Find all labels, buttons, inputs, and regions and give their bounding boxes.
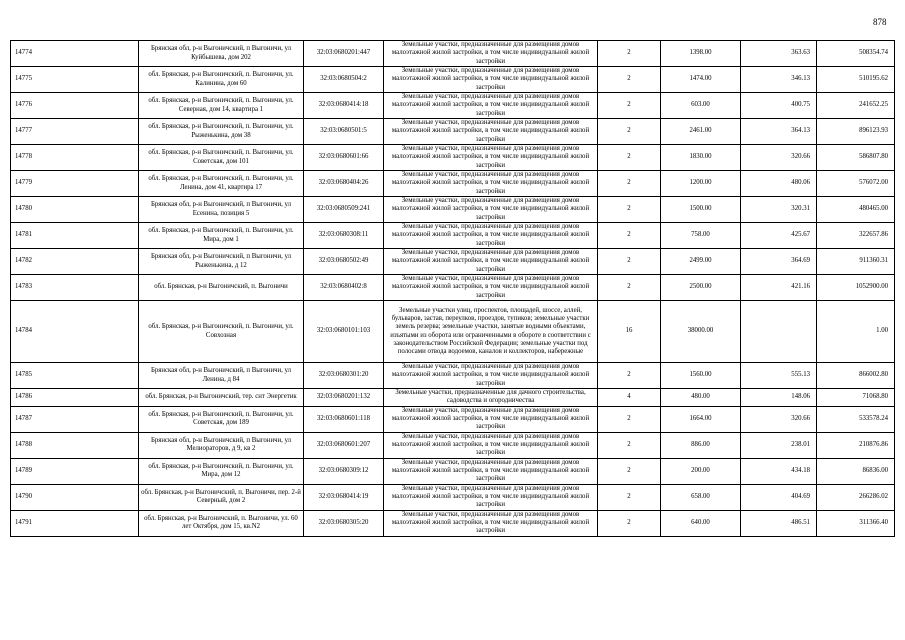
land-use-cell: Земельные участки, предназначенные для размещения домов малоэтажной жилой застройки, в том числе индивидуальной жилой застройки (384, 249, 598, 275)
cadastral-number-cell: 32:03:0680402:8 (304, 275, 384, 301)
row-number: 14786 (11, 389, 139, 407)
row-number: 14774 (11, 41, 139, 67)
land-use-cell: Земельные участки, предназначенные для размещения домов малоэтажной жилой застройки, в том числе индивидуальной жилой застройки (384, 197, 598, 223)
use-type-code-cell: 2 (598, 67, 661, 93)
area-cell: 38000.00 (661, 301, 741, 363)
unit-value-cell: 320.66 (741, 406, 817, 432)
land-use-cell: Земельные участки, предназначенные для размещения домов малоэтажной жилой застройки, в том числе индивидуальной жилой застройки (384, 484, 598, 510)
address-cell: Брянская обл, р-н Выгоничский, п Выгоничи, ул Рыженькина, д 12 (139, 249, 304, 275)
unit-value-cell (741, 301, 817, 363)
use-type-code-cell: 2 (598, 41, 661, 67)
area-cell: 1830.00 (661, 145, 741, 171)
use-type-code-cell: 2 (598, 171, 661, 197)
use-type-code-cell: 2 (598, 510, 661, 536)
table-row (11, 145, 895, 171)
cadastral-number-cell: 32:03:0680309:12 (304, 458, 384, 484)
row-number: 14791 (11, 510, 139, 536)
row-number: 14779 (11, 171, 139, 197)
address-cell: обл. Брянская, р-н Выгоничский, п. Выгоничи, ул. Северная, дом 14, квартира 1 (139, 93, 304, 119)
cadastral-value-cell: 586807.80 (817, 145, 895, 171)
row-number: 14789 (11, 458, 139, 484)
cadastral-value-cell: 1.00 (817, 301, 895, 363)
address-cell: обл. Брянская, р-н Выгоничский, п. Выгоничи, ул. Ленина, дом 41, квартира 17 (139, 171, 304, 197)
cadastral-number-cell: 32:03:0680504:2 (304, 67, 384, 93)
land-use-cell: Земельные участки, предназначенные для дачного строительства, садоводства и огородничества (384, 389, 598, 407)
table-row (11, 119, 895, 145)
land-use-cell: Земельные участки, предназначенные для размещения домов малоэтажной жилой застройки, в том числе индивидуальной жилой застройки (384, 223, 598, 249)
area-cell: 640.00 (661, 510, 741, 536)
use-type-code-cell: 2 (598, 223, 661, 249)
table-row (11, 432, 895, 458)
area-cell: 1500.00 (661, 197, 741, 223)
address-cell: обл. Брянская, р-н Выгоничский, п. Выгоничи, ул. Рыженькина, дом 38 (139, 119, 304, 145)
table-row (11, 275, 895, 301)
table-row (11, 67, 895, 93)
address-cell: обл. Брянская, р-н Выгоничский, п. Выгоничи, ул. Мира, дом 1 (139, 223, 304, 249)
address-cell: обл. Брянская, р-н Выгоничский, п. Выгоничи (139, 275, 304, 301)
cadastral-number-cell: 32:03:0680201:447 (304, 41, 384, 67)
land-use-cell: Земельные участки, предназначенные для размещения домов малоэтажной жилой застройки, в том числе индивидуальной жилой застройки (384, 119, 598, 145)
address-cell: Брянская обл, р-н Выгоничский, п Выгоничи, ул Куйбышева, дом 202 (139, 41, 304, 67)
cadastral-value-cell: 266286.02 (817, 484, 895, 510)
unit-value-cell: 346.13 (741, 67, 817, 93)
unit-value-cell: 238.01 (741, 432, 817, 458)
table-row (11, 197, 895, 223)
cadastral-value-cell: 911360.31 (817, 249, 895, 275)
table-row (11, 510, 895, 536)
area-cell: 2461.00 (661, 119, 741, 145)
unit-value-cell: 148.06 (741, 389, 817, 407)
table-row (11, 171, 895, 197)
cadastral-value-cell: 533578.24 (817, 406, 895, 432)
table-row (11, 41, 895, 67)
land-use-cell: Земельные участки, предназначенные для размещения домов малоэтажной жилой застройки, в том числе индивидуальной жилой застройки (384, 510, 598, 536)
area-cell: 1560.00 (661, 363, 741, 389)
cadastral-number-cell: 32:03:0680305:20 (304, 510, 384, 536)
table-row (11, 484, 895, 510)
land-use-cell: Земельные участки, предназначенные для размещения домов малоэтажной жилой застройки, в том числе индивидуальной жилой застройки (384, 67, 598, 93)
row-number: 14778 (11, 145, 139, 171)
unit-value-cell: 320.66 (741, 145, 817, 171)
area-cell: 658.00 (661, 484, 741, 510)
use-type-code-cell: 4 (598, 389, 661, 407)
cadastral-value-cell: 480465.00 (817, 197, 895, 223)
land-use-cell: Земельные участки, предназначенные для размещения домов малоэтажной жилой застройки, в том числе индивидуальной жилой застройки (384, 275, 598, 301)
cadastral-number-cell: 32:03:0680601:118 (304, 406, 384, 432)
row-number: 14790 (11, 484, 139, 510)
area-cell: 1474.00 (661, 67, 741, 93)
row-number: 14782 (11, 249, 139, 275)
unit-value-cell: 434.18 (741, 458, 817, 484)
cadastral-number-cell: 32:03:0680101:103 (304, 301, 384, 363)
use-type-code-cell: 2 (598, 458, 661, 484)
address-cell: обл. Брянская, р-н Выгоничский, п. Выгоничи, ул. 60 лет Октября, дом 15, кв.N2 (139, 510, 304, 536)
table-row (11, 223, 895, 249)
land-use-cell: Земельные участки, предназначенные для размещения домов малоэтажной жилой застройки, в том числе индивидуальной жилой застройки (384, 171, 598, 197)
area-cell: 200.00 (661, 458, 741, 484)
cadastral-value-cell: 71068.80 (817, 389, 895, 407)
area-cell: 1664.00 (661, 406, 741, 432)
cadastral-value-cell: 311366.40 (817, 510, 895, 536)
address-cell: обл. Брянская, р-н Выгоничский, тер. снт Энергетик (139, 389, 304, 407)
use-type-code-cell: 2 (598, 145, 661, 171)
land-use-cell: Земельные участки улиц, проспектов, площадей, шоссе, аллей, бульваров, застав, переулков, проездов, тупиков; земельные участки земель резерва; земельные участки, занятые водными объектами, изъятыми из оборота или ограниченными в обороте в соответствии с законодательством Российской Федерации; земельные участки под полосами отвода водоемов, каналов и коллекторов, набережные (384, 301, 598, 363)
table-row (11, 389, 895, 407)
use-type-code-cell: 2 (598, 249, 661, 275)
row-number: 14783 (11, 275, 139, 301)
table-row (11, 93, 895, 119)
address-cell: обл. Брянская, р-н Выгоничский, п. Выгоничи, ул. Совхозная (139, 301, 304, 363)
address-cell: обл. Брянская, р-н Выгоничский, п. Выгоничи, ул. Калинина, дом 60 (139, 67, 304, 93)
row-number: 14776 (11, 93, 139, 119)
cadastral-number-cell: 32:03:0680308:11 (304, 223, 384, 249)
area-cell: 1200.00 (661, 171, 741, 197)
area-cell: 480.00 (661, 389, 741, 407)
row-number: 14787 (11, 406, 139, 432)
address-cell: обл. Брянская, р-н Выгоничский, п. Выгоничи, пер. 2-й Северный, дом 2 (139, 484, 304, 510)
unit-value-cell: 364.69 (741, 249, 817, 275)
unit-value-cell: 480.06 (741, 171, 817, 197)
cadastral-number-cell: 32:03:0680201:132 (304, 389, 384, 407)
row-number: 14785 (11, 363, 139, 389)
use-type-code-cell: 2 (598, 197, 661, 223)
address-cell: обл. Брянская, р-н Выгоничский, п. Выгоничи, ул. Мира, дом 12 (139, 458, 304, 484)
land-use-cell: Земельные участки, предназначенные для размещения домов малоэтажной жилой застройки, в том числе индивидуальной жилой застройки (384, 145, 598, 171)
cadastral-value-cell: 86836.00 (817, 458, 895, 484)
cadastral-number-cell: 32:03:0680502:49 (304, 249, 384, 275)
unit-value-cell: 363.63 (741, 41, 817, 67)
address-cell: обл. Брянская, р-н Выгоничский, п. Выгоничи, ул. Советская, дом 189 (139, 406, 304, 432)
cadastral-value-cell: 510195.62 (817, 67, 895, 93)
area-cell: 2500.00 (661, 275, 741, 301)
use-type-code-cell: 2 (598, 119, 661, 145)
address-cell: Брянская обл, р-н Выгоничский, п Выгоничи, ул Ленина, д 84 (139, 363, 304, 389)
cadastral-number-cell: 32:03:0680301:20 (304, 363, 384, 389)
row-number: 14775 (11, 67, 139, 93)
use-type-code-cell: 2 (598, 363, 661, 389)
table-body (11, 41, 895, 537)
unit-value-cell: 364.13 (741, 119, 817, 145)
land-use-cell: Земельные участки, предназначенные для размещения домов малоэтажной жилой застройки, в том числе индивидуальной жилой застройки (384, 363, 598, 389)
use-type-code-cell: 2 (598, 484, 661, 510)
cadastral-value-table (10, 40, 895, 537)
unit-value-cell: 400.75 (741, 93, 817, 119)
cadastral-number-cell: 32:03:0680601:207 (304, 432, 384, 458)
use-type-code-cell: 2 (598, 275, 661, 301)
use-type-code-cell: 2 (598, 432, 661, 458)
cadastral-value-cell: 210876.86 (817, 432, 895, 458)
land-use-cell: Земельные участки, предназначенные для размещения домов малоэтажной жилой застройки, в том числе индивидуальной жилой застройки (384, 432, 598, 458)
row-number: 14788 (11, 432, 139, 458)
unit-value-cell: 421.16 (741, 275, 817, 301)
cadastral-value-cell: 896123.93 (817, 119, 895, 145)
table-row (11, 406, 895, 432)
cadastral-number-cell: 32:03:0680414:18 (304, 93, 384, 119)
area-cell: 603.00 (661, 93, 741, 119)
land-use-cell: Земельные участки, предназначенные для размещения домов малоэтажной жилой застройки, в том числе индивидуальной жилой застройки (384, 458, 598, 484)
address-cell: Брянская обл, р-н Выгоничский, п Выгоничи, ул Есенина, позиция 5 (139, 197, 304, 223)
table-row (11, 363, 895, 389)
cadastral-number-cell: 32:03:0680601:66 (304, 145, 384, 171)
cadastral-number-cell: 32:03:0680414:19 (304, 484, 384, 510)
table-row (11, 458, 895, 484)
unit-value-cell: 404.69 (741, 484, 817, 510)
row-number: 14784 (11, 301, 139, 363)
cadastral-number-cell: 32:03:0680501:5 (304, 119, 384, 145)
table-row (11, 249, 895, 275)
row-number: 14780 (11, 197, 139, 223)
unit-value-cell: 555.13 (741, 363, 817, 389)
cadastral-value-cell: 866002.80 (817, 363, 895, 389)
cadastral-value-cell: 1052900.00 (817, 275, 895, 301)
cadastral-value-cell: 508354.74 (817, 41, 895, 67)
cadastral-value-cell: 241652.25 (817, 93, 895, 119)
land-use-cell: Земельные участки, предназначенные для размещения домов малоэтажной жилой застройки, в том числе индивидуальной жилой застройки (384, 41, 598, 67)
area-cell: 886.00 (661, 432, 741, 458)
land-use-cell: Земельные участки, предназначенные для размещения домов малоэтажной жилой застройки, в том числе индивидуальной жилой застройки (384, 406, 598, 432)
cadastral-value-cell: 322657.86 (817, 223, 895, 249)
use-type-code-cell: 2 (598, 93, 661, 119)
area-cell: 2499.00 (661, 249, 741, 275)
row-number: 14777 (11, 119, 139, 145)
cadastral-number-cell: 32:03:0680509:241 (304, 197, 384, 223)
unit-value-cell: 320.31 (741, 197, 817, 223)
unit-value-cell: 486.51 (741, 510, 817, 536)
unit-value-cell: 425.67 (741, 223, 817, 249)
use-type-code-cell: 2 (598, 406, 661, 432)
address-cell: обл. Брянская, р-н Выгоничский, п. Выгоничи, ул. Советская, дом 101 (139, 145, 304, 171)
area-cell: 758.00 (661, 223, 741, 249)
land-use-cell: Земельные участки, предназначенные для размещения домов малоэтажной жилой застройки, в том числе индивидуальной жилой застройки (384, 93, 598, 119)
cadastral-value-cell: 576072.00 (817, 171, 895, 197)
use-type-code-cell: 16 (598, 301, 661, 363)
row-number: 14781 (11, 223, 139, 249)
address-cell: Брянская обл, р-н Выгоничский, п Выгоничи, ул Мелиораторов, д 9, кв 2 (139, 432, 304, 458)
cadastral-number-cell: 32:03:0680404:26 (304, 171, 384, 197)
area-cell: 1398.00 (661, 41, 741, 67)
table-row (11, 301, 895, 363)
page-number: 878 (873, 17, 887, 27)
